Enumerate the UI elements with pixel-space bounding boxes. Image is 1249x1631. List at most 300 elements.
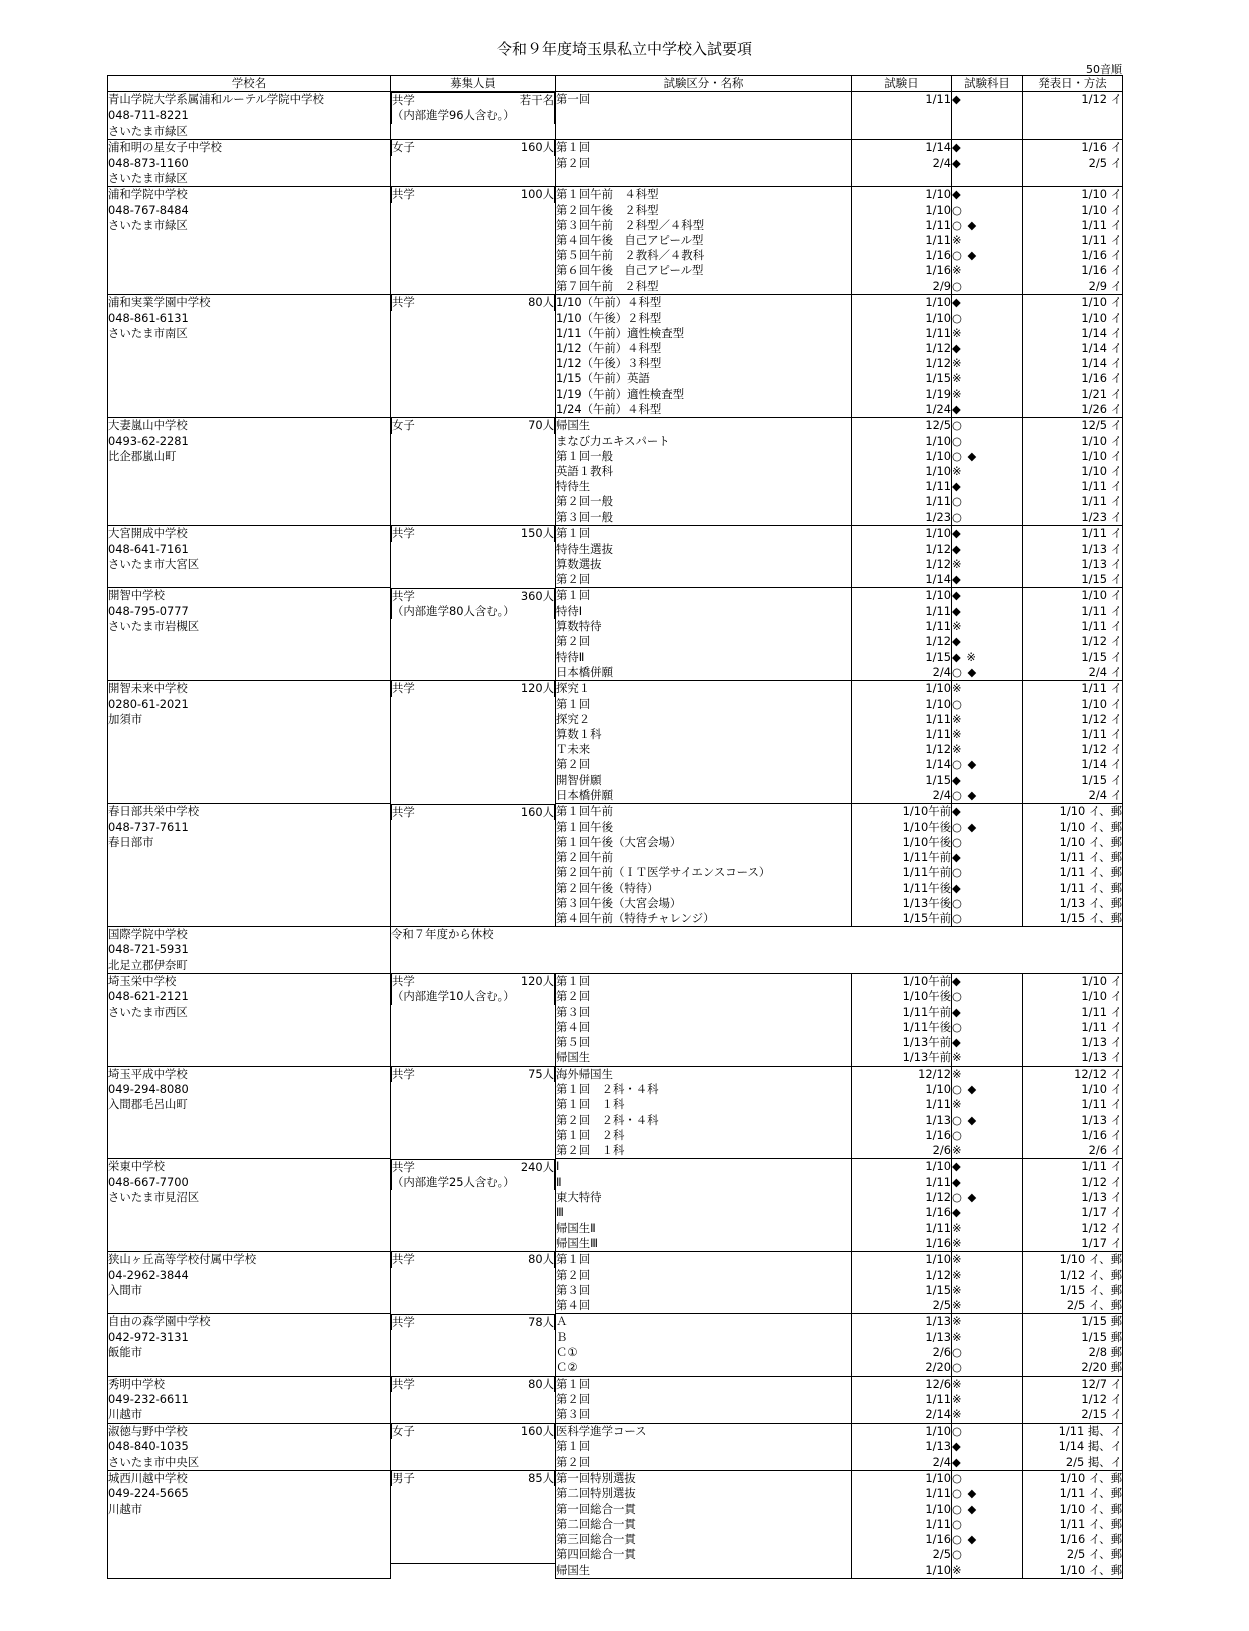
table-row <box>108 1517 1123 1532</box>
exam-date: 1/11午前 <box>852 1005 952 1020</box>
school-info <box>108 371 391 386</box>
exam-name: Ｃ① <box>556 1345 852 1360</box>
coed-type: 女子 <box>392 140 415 155</box>
table-row <box>108 1330 1123 1345</box>
coed-type: 共学 <box>392 526 415 541</box>
announcement: 1/15 イ <box>1023 773 1123 788</box>
school-info <box>108 788 391 804</box>
exam-name: 第３回 <box>556 1005 852 1020</box>
table-row <box>108 572 1123 588</box>
exam-name: 第３回午後（大宮会場） <box>556 896 852 911</box>
exam-name: 第２回午後（特待） <box>556 881 852 896</box>
exam-name: 第１回午後 <box>556 820 852 835</box>
announcement: 1/10 イ、郵 <box>1023 820 1123 835</box>
announcement: 1/26 イ <box>1023 402 1123 418</box>
school-info <box>108 1547 391 1562</box>
exam-name: Ⅱ <box>556 1175 852 1190</box>
school-info <box>108 1298 391 1314</box>
exam-name: 第２回 <box>556 989 852 1004</box>
exam-date: 1/11 <box>852 1097 952 1112</box>
exam-subjects: ○ ◆ <box>952 820 1023 835</box>
table-row <box>108 911 1123 927</box>
coed-type: 女子 <box>392 1424 415 1439</box>
exam-date: 1/11 <box>852 619 952 634</box>
school-info: 狭山ヶ丘高等学校付属中学校 <box>108 1251 391 1267</box>
exam-date: 1/12 <box>852 634 952 649</box>
exam-subjects: ◆ <box>952 604 1023 619</box>
school-info <box>108 248 391 263</box>
table-row <box>108 588 1123 604</box>
exam-subjects: ◆ <box>952 634 1023 649</box>
table-row <box>108 371 1123 386</box>
exam-subjects: ※ <box>952 1251 1023 1267</box>
announcement: 1/10 イ、郵 <box>1023 1251 1123 1267</box>
table-row <box>108 311 1123 326</box>
announcement: 1/11 イ <box>1023 680 1123 696</box>
announcement: 2/4 イ <box>1023 665 1123 681</box>
announcement: 12/7 イ <box>1023 1376 1123 1392</box>
capacity-cell <box>391 1563 555 1564</box>
table-row <box>108 171 1123 187</box>
school-info: 開智未来中学校 <box>108 680 391 696</box>
exam-name: 帰国生Ⅱ <box>556 1221 852 1236</box>
school-info <box>108 1143 391 1159</box>
exam-date: 1/10 <box>852 1251 952 1267</box>
capacity-cell <box>391 804 555 820</box>
exam-date: 1/12 <box>852 1268 952 1283</box>
exam-date: 1/11 <box>852 1517 952 1532</box>
coed-type: 共学 <box>392 1252 415 1267</box>
announcement: 1/11 イ <box>1023 494 1123 509</box>
table-row <box>108 1360 1123 1376</box>
table-row <box>108 1392 1123 1407</box>
header-school-name: 学校名 <box>108 76 391 92</box>
announcement: 1/11 イ <box>1023 1005 1123 1020</box>
capacity-cell <box>391 1470 555 1486</box>
announcement: 1/15 郵 <box>1023 1330 1123 1345</box>
capacity-count: 240人 <box>520 1159 554 1174</box>
announcement: 1/14 イ <box>1023 757 1123 772</box>
exam-date: 1/14 <box>852 139 952 155</box>
table-row <box>108 1470 1123 1486</box>
capacity-count: 100人 <box>520 187 554 202</box>
exam-subjects: ◆ <box>952 588 1023 604</box>
exam-name: 探究１ <box>556 680 852 696</box>
exam-subjects: ◆ <box>952 186 1023 202</box>
announcement: 1/10 イ <box>1023 588 1123 604</box>
announcement: 1/12 イ <box>1023 742 1123 757</box>
school-info <box>108 402 391 418</box>
table-row <box>108 1035 1123 1050</box>
school-info: 048-873-1160 <box>108 156 391 171</box>
capacity-cell <box>391 92 555 108</box>
school-info: 049-294-8080 <box>108 1082 391 1097</box>
exam-name: 第１回 <box>556 697 852 712</box>
table-row <box>108 1097 1123 1112</box>
announcement: 2/5 イ、郵 <box>1023 1298 1123 1314</box>
announcement: 1/16 イ <box>1023 139 1123 155</box>
page-title: 令和９年度埼玉県私立中学校入試要項 <box>496 40 752 58</box>
coed-type: 女子 <box>392 418 415 433</box>
table-row <box>108 865 1123 880</box>
announcement: 1/10 イ <box>1023 989 1123 1004</box>
school-info: 入間市 <box>108 1283 391 1298</box>
school-info: さいたま市岩槻区 <box>108 619 391 634</box>
exam-name: 第１回 <box>556 973 852 989</box>
capacity-cell <box>391 1251 555 1267</box>
announcement: 1/10 イ、郵 <box>1023 1502 1123 1517</box>
exam-name: 第一回特別選抜 <box>556 1470 852 1486</box>
school-info: 049-224-5665 <box>108 1486 391 1501</box>
exam-name: 1/10（午前）４科型 <box>556 294 852 310</box>
exam-date: 1/15 <box>852 773 952 788</box>
exam-date: 1/11 <box>852 604 952 619</box>
exam-date: 1/10 <box>852 449 952 464</box>
table-row <box>108 263 1123 278</box>
exam-subjects: ○ ◆ <box>952 788 1023 804</box>
exam-subjects <box>952 171 1023 187</box>
exam-subjects: ※ <box>952 742 1023 757</box>
table-row <box>108 1020 1123 1035</box>
school-info: 042-972-3131 <box>108 1330 391 1345</box>
announcement: 1/10 イ <box>1023 973 1123 989</box>
table-row <box>108 1251 1123 1267</box>
announcement: 1/21 イ <box>1023 387 1123 402</box>
exam-name: 第２回 <box>556 634 852 649</box>
exam-subjects: ○ <box>952 1470 1023 1486</box>
coed-type: 男子 <box>392 1471 415 1486</box>
exam-date: 1/12 <box>852 742 952 757</box>
table-row <box>108 1314 1123 1330</box>
exam-subjects: ※ <box>952 1376 1023 1392</box>
exam-date: 1/11 <box>852 727 952 742</box>
table-row <box>108 449 1123 464</box>
exam-date: 2/4 <box>852 156 952 171</box>
school-info: 飯能市 <box>108 1345 391 1360</box>
exam-name: 探究２ <box>556 712 852 727</box>
exam-date: 1/12 <box>852 1190 952 1205</box>
exam-subjects: ◆ <box>952 294 1023 310</box>
table-row <box>108 1298 1123 1314</box>
exam-date: 1/11午前 <box>852 865 952 880</box>
exam-name: 第２回一般 <box>556 494 852 509</box>
announcement: 1/10 イ、郵 <box>1023 835 1123 850</box>
exam-subjects: ○ <box>952 1360 1023 1376</box>
exam-subjects: ○ ◆ <box>952 1532 1023 1547</box>
announcement: 1/10 イ <box>1023 1082 1123 1097</box>
exam-date: 1/13 <box>852 1314 952 1330</box>
school-info: 川越市 <box>108 1407 391 1423</box>
exam-subjects: ○ <box>952 1128 1023 1143</box>
announcement: 1/15 イ <box>1023 572 1123 588</box>
table-row <box>108 1423 1123 1439</box>
school-info: 049-232-6611 <box>108 1392 391 1407</box>
school-info: 春日部市 <box>108 835 391 850</box>
school-info: 春日部共栄中学校 <box>108 804 391 820</box>
exam-name: 第２回 <box>556 156 852 171</box>
exam-name: 帰国生 <box>556 1563 852 1579</box>
table-row <box>108 804 1123 820</box>
exam-name: 1/19（午前）適性検査型 <box>556 387 852 402</box>
exam-name: 第２回 ２科・４科 <box>556 1113 852 1128</box>
school-info: 埼玉平成中学校 <box>108 1066 391 1082</box>
exam-name: 第３回 <box>556 1283 852 1298</box>
exam-date: 1/12 <box>852 356 952 371</box>
exam-date: 1/10午後 <box>852 989 952 1004</box>
school-info: 淑徳与野中学校 <box>108 1423 391 1439</box>
exam-subjects: ○ <box>952 434 1023 449</box>
exam-date: 1/10 <box>852 1502 952 1517</box>
exam-subjects <box>952 108 1023 123</box>
school-info <box>108 727 391 742</box>
capacity-note: （内部進学96人含む。） <box>392 108 515 123</box>
table-row <box>108 820 1123 835</box>
exam-date: 1/11 <box>852 326 952 341</box>
exam-name: 第１回 <box>556 139 852 155</box>
exam-date: 1/15午前 <box>852 911 952 927</box>
exam-date: 1/13午前 <box>852 1035 952 1050</box>
announcement: 1/11 イ、郵 <box>1023 865 1123 880</box>
table-row <box>108 542 1123 557</box>
exam-subjects: ○ <box>952 1345 1023 1360</box>
capacity-cell <box>391 680 555 696</box>
school-info: さいたま市西区 <box>108 1005 391 1020</box>
announcement: 1/15 イ、郵 <box>1023 1283 1123 1298</box>
announcement: 1/10 イ、郵 <box>1023 1563 1123 1579</box>
capacity-cell <box>391 1423 555 1439</box>
capacity-cell <box>391 525 555 541</box>
exam-name: 第７回午前 ２科型 <box>556 279 852 295</box>
exam-name: 特待Ⅱ <box>556 650 852 665</box>
exam-date: 1/16 <box>852 248 952 263</box>
school-info <box>108 341 391 356</box>
exam-name: 第６回午後 自己アピール型 <box>556 263 852 278</box>
capacity-cell <box>391 989 555 1004</box>
coed-type: 共学 <box>392 1314 415 1329</box>
capacity-cell <box>391 604 555 619</box>
capacity-count: 85人 <box>528 1471 554 1486</box>
header-row <box>108 76 1123 92</box>
table-row <box>108 417 1123 433</box>
exam-date: 1/12 <box>852 542 952 557</box>
capacity-count: 120人 <box>520 974 554 989</box>
table-row <box>108 434 1123 449</box>
table-row <box>108 1563 1123 1579</box>
school-info: 埼玉栄中学校 <box>108 973 391 989</box>
exam-date: 1/15 <box>852 1283 952 1298</box>
exam-subjects: ○ <box>952 1020 1023 1035</box>
announcement: 1/14 イ <box>1023 341 1123 356</box>
exam-date: 12/5 <box>852 417 952 433</box>
exam-subjects: ◆ <box>952 572 1023 588</box>
table-row <box>108 881 1123 896</box>
exam-date: 1/10 <box>852 294 952 310</box>
exam-date: 1/11 <box>852 218 952 233</box>
exam-name: 1/12（午前）４科型 <box>556 341 852 356</box>
table-row <box>108 525 1123 541</box>
school-info <box>108 1035 391 1050</box>
table-row <box>108 387 1123 402</box>
school-info: 比企郡嵐山町 <box>108 449 391 464</box>
coed-type: 共学 <box>392 93 415 108</box>
exam-subjects: ○ ◆ <box>952 449 1023 464</box>
exam-name: 1/12（午後）３科型 <box>556 356 852 371</box>
table-row <box>108 1082 1123 1097</box>
table-row <box>108 294 1123 310</box>
coed-type: 共学 <box>392 295 415 310</box>
table-row <box>108 773 1123 788</box>
exam-name: 東大特待 <box>556 1190 852 1205</box>
exam-name: 第４回 <box>556 1298 852 1314</box>
announcement: 1/11 イ <box>1023 525 1123 541</box>
exam-subjects: ◆ <box>952 156 1023 171</box>
exam-subjects: ◆ <box>952 804 1023 820</box>
table-row <box>108 1547 1123 1562</box>
school-info <box>108 650 391 665</box>
exam-date: 1/10 <box>852 525 952 541</box>
closed-notice: 令和７年度から休校 <box>391 927 1123 974</box>
school-info: 048-621-2121 <box>108 989 391 1004</box>
exam-date: 1/14 <box>852 757 952 772</box>
school-info <box>108 1517 391 1532</box>
coed-type: 共学 <box>392 187 415 202</box>
announcement: 1/12 イ <box>1023 712 1123 727</box>
capacity-count: 80人 <box>528 295 554 310</box>
table-row <box>108 1236 1123 1252</box>
school-info <box>108 911 391 927</box>
school-info <box>108 742 391 757</box>
announcement: 1/10 イ <box>1023 311 1123 326</box>
exam-subjects: ○ ◆ <box>952 1082 1023 1097</box>
exam-date: 1/10午後 <box>852 820 952 835</box>
exam-subjects: ○ <box>952 417 1023 433</box>
announcement: 1/16 イ、郵 <box>1023 1532 1123 1547</box>
exam-subjects: ◆ <box>952 92 1023 109</box>
table-row <box>108 402 1123 418</box>
exam-date: 1/13午後 <box>852 896 952 911</box>
coed-type: 共学 <box>392 804 415 819</box>
announcement: 1/12 イ <box>1023 1221 1123 1236</box>
exam-name: Ｔ未来 <box>556 742 852 757</box>
school-info: さいたま市大宮区 <box>108 557 391 572</box>
table-row <box>108 712 1123 727</box>
announcement: 1/10 イ、郵 <box>1023 1470 1123 1486</box>
exam-name: Ａ <box>556 1314 852 1330</box>
table-row <box>108 1205 1123 1220</box>
exam-date: 2/6 <box>852 1143 952 1159</box>
table-row <box>108 665 1123 681</box>
school-info: 048-737-7611 <box>108 820 391 835</box>
announcement: 1/11 イ <box>1023 233 1123 248</box>
school-info <box>108 572 391 588</box>
announcement: 1/11 イ <box>1023 1020 1123 1035</box>
coed-type: 共学 <box>392 1377 415 1392</box>
school-info: 048-667-7700 <box>108 1175 391 1190</box>
school-info: 秀明中学校 <box>108 1376 391 1392</box>
capacity-note: （内部進学10人含む。） <box>392 989 515 1004</box>
capacity-count: 160人 <box>520 1424 554 1439</box>
table-row <box>108 973 1123 989</box>
table-row <box>108 1175 1123 1190</box>
exam-subjects: ※ <box>952 727 1023 742</box>
school-info <box>108 896 391 911</box>
announcement: 1/16 イ <box>1023 248 1123 263</box>
exam-subjects: ※ <box>952 712 1023 727</box>
exam-date: 1/10 <box>852 1082 952 1097</box>
exam-subjects: ※ <box>952 233 1023 248</box>
exam-date: 1/11 <box>852 479 952 494</box>
exam-subjects: ※ <box>952 619 1023 634</box>
table-row <box>108 479 1123 494</box>
exam-date: 1/13 <box>852 1330 952 1345</box>
exam-subjects: ◆ <box>952 479 1023 494</box>
table-row <box>108 233 1123 248</box>
table-row <box>108 1502 1123 1517</box>
exam-subjects: ※ <box>952 371 1023 386</box>
exam-date: 1/16 <box>852 1205 952 1220</box>
exam-name <box>556 108 852 123</box>
announcement: 2/9 イ <box>1023 279 1123 295</box>
table-row <box>108 1159 1123 1175</box>
announcement: 2/8 郵 <box>1023 1345 1123 1360</box>
exam-name: 第２回 <box>556 1392 852 1407</box>
exam-date: 1/11午前 <box>852 850 952 865</box>
exam-name: Ｂ <box>556 1330 852 1345</box>
school-info: さいたま市緑区 <box>108 124 391 140</box>
capacity-count: 70人 <box>528 418 554 433</box>
exam-subjects: ◆ <box>952 1439 1023 1454</box>
school-info <box>108 1221 391 1236</box>
announcement: 12/5 イ <box>1023 417 1123 433</box>
exam-date: 1/10 <box>852 311 952 326</box>
exam-subjects: ○ <box>952 989 1023 1004</box>
table-row <box>108 604 1123 619</box>
exam-subjects: ※ <box>952 1407 1023 1423</box>
announcement: 1/13 イ <box>1023 542 1123 557</box>
table-row <box>108 835 1123 850</box>
school-info: 城西川越中学校 <box>108 1470 391 1486</box>
school-info: 入間郡毛呂山町 <box>108 1097 391 1112</box>
announcement: 1/16 イ <box>1023 371 1123 386</box>
capacity-count: 120人 <box>520 681 554 696</box>
school-info <box>108 464 391 479</box>
school-info: 0280-61-2021 <box>108 697 391 712</box>
table-row <box>108 1128 1123 1143</box>
exam-subjects: ○ <box>952 835 1023 850</box>
exam-name: 第２回午前 <box>556 850 852 865</box>
exam-subjects: ※ <box>952 1563 1023 1579</box>
exam-name: 第２回午前（ＩＴ医学サイエンスコース） <box>556 865 852 880</box>
announcement: 1/11 イ、郵 <box>1023 1486 1123 1501</box>
announcement: 1/11 イ <box>1023 1159 1123 1175</box>
table-row <box>108 788 1123 804</box>
school-info <box>108 865 391 880</box>
exam-date: 1/11 <box>852 1486 952 1501</box>
exam-date: 2/4 <box>852 1455 952 1471</box>
announcement: 1/10 イ <box>1023 434 1123 449</box>
exam-subjects: ◆ <box>952 850 1023 865</box>
school-info: 国際学院中学校 <box>108 927 391 943</box>
exam-subjects: ※ <box>952 387 1023 402</box>
school-info <box>108 1563 391 1579</box>
school-info <box>108 1113 391 1128</box>
announcement: 1/17 イ <box>1023 1205 1123 1220</box>
table-row <box>108 1066 1123 1082</box>
school-info <box>108 1050 391 1066</box>
announcement: 1/12 イ <box>1023 634 1123 649</box>
school-info: さいたま市見沼区 <box>108 1190 391 1205</box>
exam-date: 2/6 <box>852 1345 952 1360</box>
